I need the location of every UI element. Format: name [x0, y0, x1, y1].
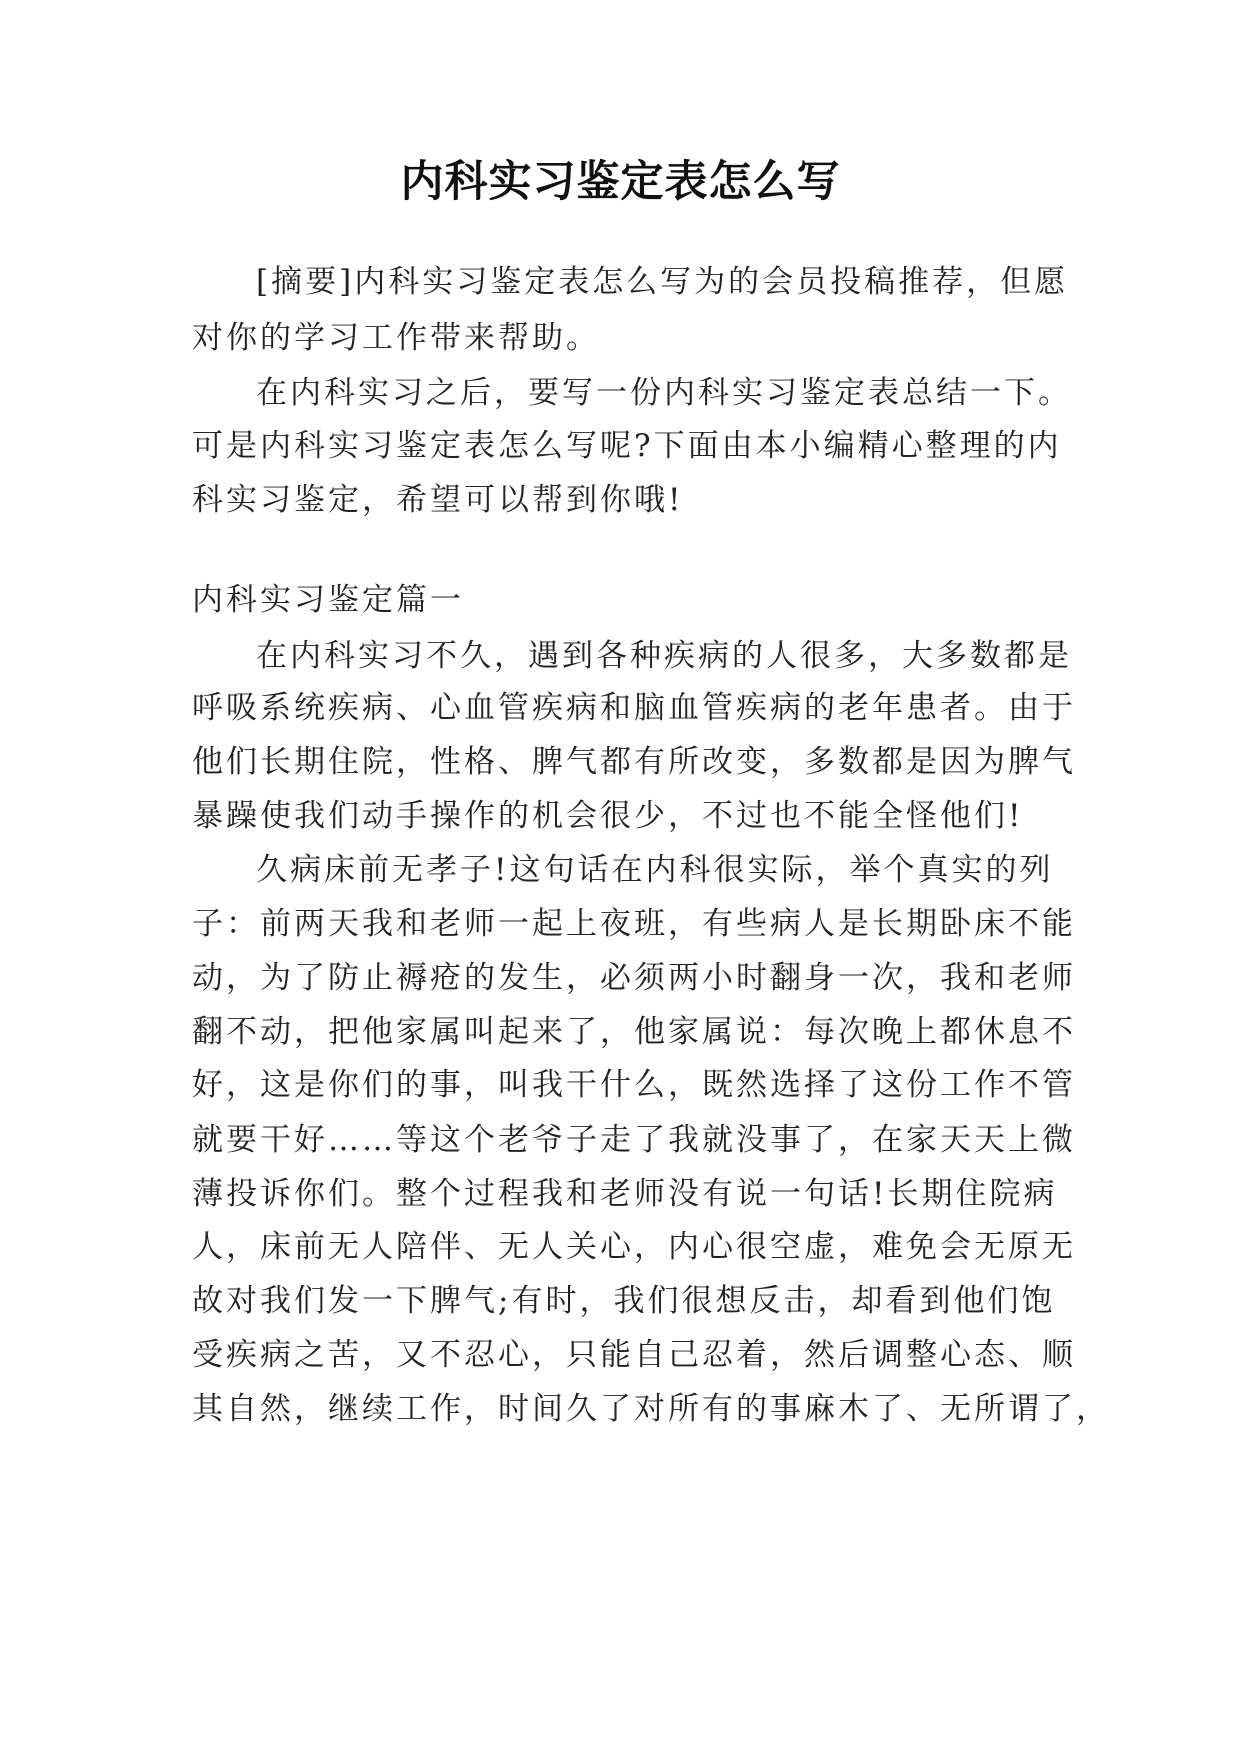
paragraph-line: 受疾病之苦，又不忍心，只能自己忍着，然后调整心态、顺 — [192, 1337, 1076, 1373]
paragraph-line: 呼吸系统疾病、心血管疾病和脑血管疾病的老年患者。由于 — [192, 690, 1076, 726]
paragraph-line: 在内科实习不久，遇到各种疾病的人很多，大多数都是 — [256, 638, 1072, 674]
summary-line: 对你的学习工作带来帮助。 — [192, 320, 600, 356]
paragraph-line: 人，床前无人陪伴、无人关心，内心很空虚，难免会无原无 — [192, 1229, 1076, 1265]
paragraph-line: 翻不动，把他家属叫起来了，他家属说：每次晚上都休息不 — [192, 1014, 1076, 1050]
paragraph-line: 动，为了防止褥疮的发生，必须两小时翻身一次，我和老师 — [192, 960, 1076, 996]
paragraph-line: 子：前两天我和老师一起上夜班，有些病人是长期卧床不能 — [192, 906, 1076, 942]
paragraph-line: 其自然，继续工作，时间久了对所有的事麻木了、无所谓了， — [192, 1391, 1110, 1427]
paragraph-line: 就要干好……等这个老爷子走了我就没事了，在家天天上微 — [192, 1122, 1076, 1158]
intro-line: 在内科实习之后，要写一份内科实习鉴定表总结一下。 — [256, 375, 1072, 411]
intro-line: 科实习鉴定，希望可以帮到你哦! — [192, 482, 684, 518]
paragraph-line: 暴躁使我们动手操作的机会很少，不过也不能全怪他们! — [192, 798, 1024, 834]
paragraph-line: 好，这是你们的事，叫我干什么，既然选择了这份工作不管 — [192, 1067, 1076, 1103]
paragraph-line: 故对我们发一下脾气;有时，我们很想反击，却看到他们饱 — [192, 1283, 1056, 1319]
intro-line: 可是内科实习鉴定表怎么写呢?下面由本小编精心整理的内 — [192, 428, 1062, 464]
paragraph-line: 久病床前无孝子!这句话在内科很实际，举个真实的列 — [256, 852, 1054, 888]
summary-line: [摘要]内科实习鉴定表怎么写为的会员投稿推荐，但愿 — [256, 264, 1069, 300]
paragraph-line: 他们长期住院，性格、脾气都有所改变，多数都是因为脾气 — [192, 744, 1076, 780]
document-title: 内科实习鉴定表怎么写 — [400, 157, 841, 207]
paragraph-line: 薄投诉你们。整个过程我和老师没有说一句话!长期住院病 — [192, 1176, 1058, 1212]
section-heading: 内科实习鉴定篇一 — [192, 582, 464, 618]
